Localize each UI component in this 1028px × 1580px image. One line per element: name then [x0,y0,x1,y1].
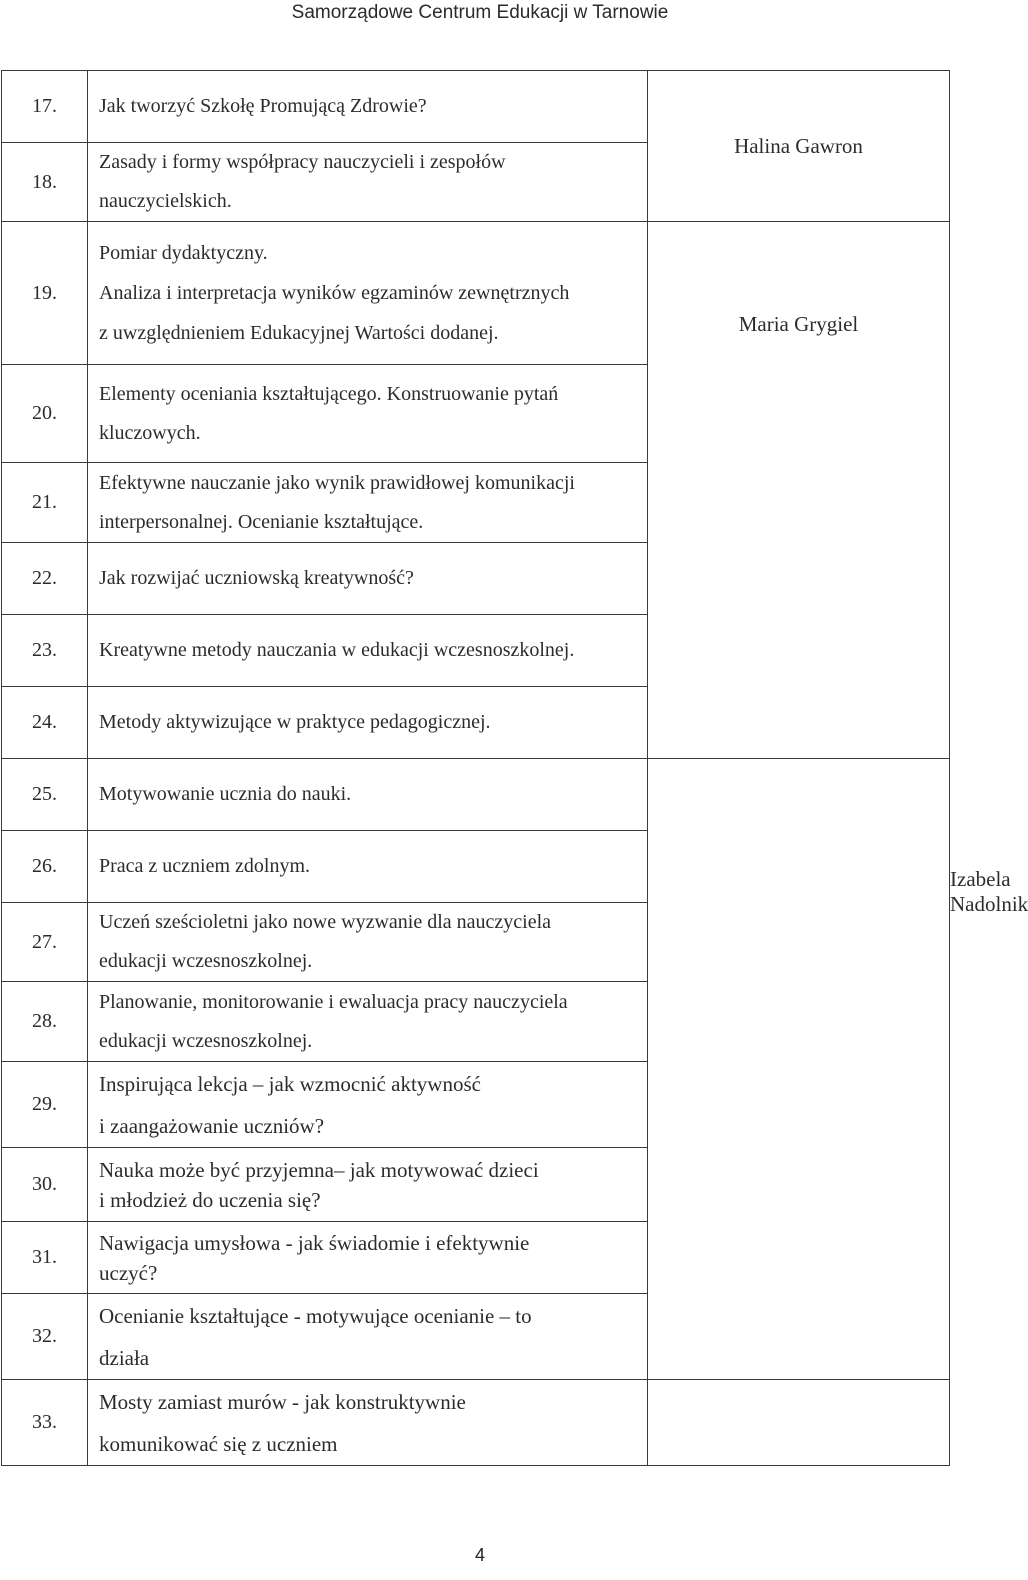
row-number: 23. [2,615,88,687]
row-number: 33. [2,1380,88,1466]
topic-line: Planowanie, monitorowanie i ewaluacja pracy nauczyciela [99,990,568,1013]
row-number: 19. [2,222,88,365]
topic-cell [88,982,648,1062]
topic-cell [88,1148,648,1222]
topic-line: Zasady i formy współpracy nauczycieli i zespołów [99,151,506,173]
topic-line: Pomiar dydaktyczny. [99,242,268,264]
row-number: 24. [2,687,88,759]
table-row [2,1294,950,1380]
topic-cell [88,903,648,982]
table-row [2,759,950,831]
table-row [2,982,950,1062]
topic-line: Jak rozwijać uczniowską kreatywność? [99,567,414,589]
table-row [2,71,950,143]
row-number: 27. [2,903,88,982]
topic-cell [88,687,648,759]
row-number: 25. [2,759,88,831]
row-number: 17. [2,71,88,143]
topic-line: Nauka może być przyjemna– jak motywować dzieci [99,1157,539,1182]
topic-line: i młodzież do uczenia się? [99,1187,321,1212]
topic-line: komunikować się z uczniem [99,1431,338,1456]
topic-line: Efektywne nauczanie jako wynik prawidłowej komunikacji [99,471,575,494]
row-number: 31. [2,1222,88,1294]
table-row [2,1062,950,1148]
topic-line: Ocenianie kształtujące - motywujące ocenianie – to [99,1303,532,1328]
author-cell-empty [648,1380,950,1466]
topic-cell [88,463,648,543]
topic-line: nauczycielskich. [99,190,232,212]
author-cell: Maria Grygiel [648,222,950,759]
topic-line: edukacji wczesnoszkolnej. [99,1029,313,1052]
topic-line: Analiza i interpretacja wyników egzaminów zewnętrznych [99,282,570,304]
row-number: 26. [2,831,88,903]
topic-line: Nawigacja umysłowa - jak świadomie i efektywnie [99,1230,530,1255]
topic-line: uczyć? [99,1260,158,1285]
table-row [2,1222,950,1294]
training-topics-table [1,70,1028,1466]
topic-line: Mosty zamiast murów - jak konstruktywnie [99,1389,466,1414]
topic-cell [88,222,648,365]
topic-line: Praca z uczniem zdolnym. [99,855,311,877]
topic-line: Kreatywne metody nauczania w edukacji wczesnoszkolnej. [99,639,575,661]
topic-line: Elementy oceniania kształtującego. Konstruowanie pytań [99,382,559,405]
topic-line: działa [99,1345,150,1370]
topic-cell [88,615,648,687]
topic-cell [88,143,648,222]
topic-cell [88,365,648,463]
table-row: 24. Metody aktywizujące w praktyce pedagogicznej. Izabela Nadolnik [2,687,950,759]
topic-cell [88,71,648,143]
table-row [2,831,950,903]
topic-line: Jak tworzyć Szkołę Promującą Zdrowie? [99,95,427,117]
topic-line: i zaangażowanie uczniów? [99,1113,325,1138]
page-header: Samorządowe Centrum Edukacji w Tarnowie [291,2,669,23]
topic-line: edukacji wczesnoszkolnej. [99,950,313,972]
page-number: 4 [474,1545,485,1565]
row-number: 20. [2,365,88,463]
topic-line: Metody aktywizujące w praktyce pedagogicznej. [99,711,491,733]
table-row [2,222,950,365]
topic-line: kluczowych. [99,421,201,444]
author-cell: Halina Gawron [648,71,950,222]
topic-line: interpersonalnej. Ocenianie kształtujące. [99,510,424,533]
topic-line: z uwzględnieniem Edukacyjnej Wartości dodanej. [99,322,499,344]
topic-line: Uczeń sześcioletni jako nowe wyzwanie dla nauczyciela [99,911,552,933]
topic-cell [88,1222,648,1294]
topic-line: Motywowanie ucznia do nauki. [99,783,352,805]
row-number: 30. [2,1148,88,1222]
topic-cell [88,1062,648,1148]
row-number: 29. [2,1062,88,1148]
row-number: 32. [2,1294,88,1380]
topic-cell [88,759,648,831]
row-number: 21. [2,463,88,543]
topic-cell [88,831,648,903]
topic-line: Inspirująca lekcja – jak wzmocnić aktywność [99,1071,481,1096]
table-row [2,1148,950,1222]
row-number: 22. [2,543,88,615]
topic-cell [88,1380,648,1466]
row-number: 18. [2,143,88,222]
topic-cell [88,1294,648,1380]
row-number: 28. [2,982,88,1062]
topic-cell [88,543,648,615]
table-row [2,1380,950,1466]
table-row [2,903,950,982]
